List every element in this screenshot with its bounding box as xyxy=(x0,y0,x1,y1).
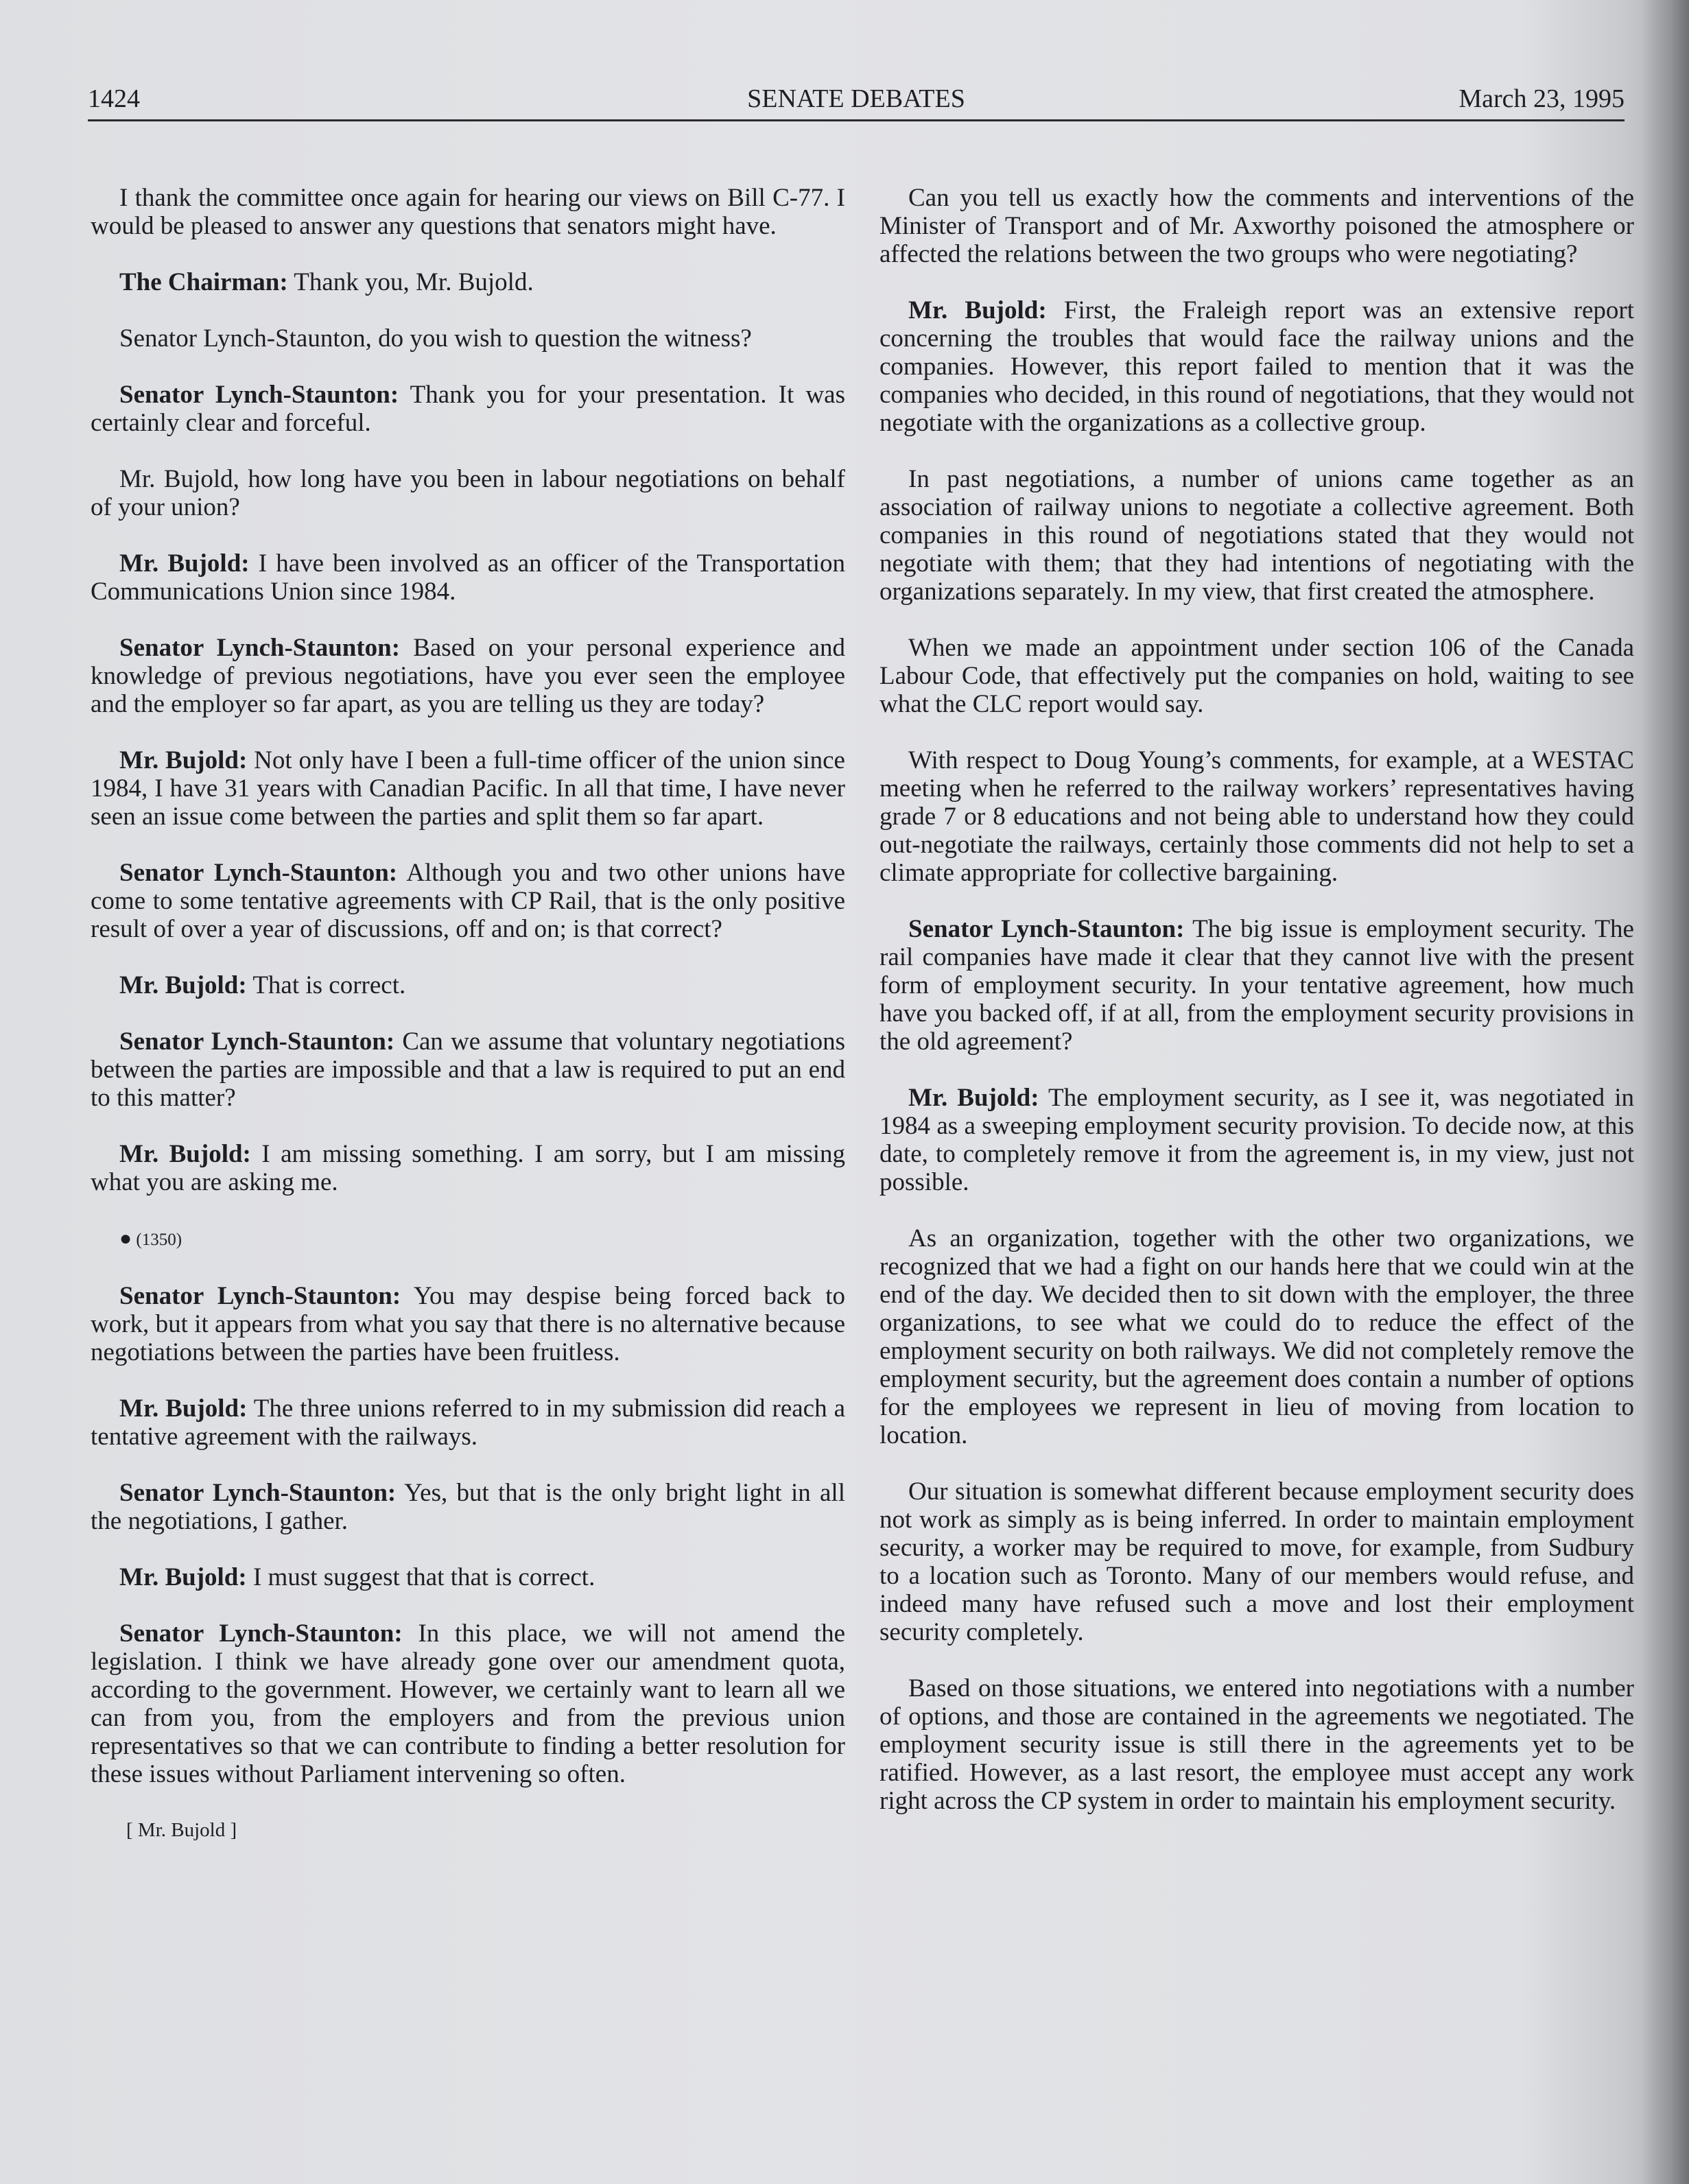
paragraph xyxy=(91,1282,845,1366)
paragraph xyxy=(91,634,845,718)
paragraph-text: Senator Lynch-Staunton, do you wish to question the witness? xyxy=(119,324,752,353)
time-marker-text: (1350) xyxy=(136,1231,182,1249)
paragraph-text: In this place, we will not amend the legislation. I think we have already gone over our amendment quota, according to the government. However, we certainly want to learn all we can from you, from the employers and from the previous union representatives so that we can contribute to finding a better resolution for these issues without Parliament intervening so often. xyxy=(91,1619,846,1788)
paragraph xyxy=(879,1084,1634,1196)
paragraph xyxy=(91,465,845,521)
right-column xyxy=(879,184,1634,1843)
paragraph-text: Yes, but that is the only bright light in all the negotiations, I gather. xyxy=(91,1479,845,1535)
paragraph-text: I must suggest that that is correct. xyxy=(252,1563,595,1591)
paragraph xyxy=(91,1563,845,1591)
paragraph-text: I have been involved as an officer of the Transportation Communications Union since 1984. xyxy=(91,549,845,606)
paragraph-text: Based on your personal experience and knowledge of previous negotiations, have you ever seen the employee and the employer so far apart, as you are telling us they are today? xyxy=(91,634,845,718)
paragraph-text: Not only have I been a full-time officer of the union since 1984, I have 31 years with Canadian Pacific. In all that time, I have never seen an issue come between the parties and split them so far apart. xyxy=(91,746,845,831)
speaker-name: Mr. Bujold: xyxy=(119,971,247,999)
paragraph-text: The three unions referred to in my submission did reach a tentative agreement with the railways. xyxy=(91,1394,845,1451)
paragraph-text: As an organization, together with the other two organizations, we recognized that we had a fight on our hands here that we could win at the end of the day. We decided then to sit down with the employer, the three organizations, to see what we could do to reduce the effect of the employment security on both railways. We did not completely remove the employment security, but the agreement does contain a number of options for the employees we represent in lieu of moving from location to location. xyxy=(879,1224,1634,1449)
speaker-name: Mr. Bujold: xyxy=(119,549,250,578)
paragraph xyxy=(879,296,1634,437)
paragraph-text: Based on those situations, we entered into negotiations with a number of options, and those are contained in the agreements we negotiated. The employment security issue is still there in the agreements yet to be ratified. However, as a last resort, the employee must accept any work right across the CP system in order to maintain his employment security. xyxy=(879,1674,1634,1815)
paragraph-text: You may despise being forced back to work, but it appears from what you say that there is no alternative because negotiations between the parties have been fruitless. xyxy=(91,1282,845,1366)
paragraph-text: In past negotiations, a number of unions came together as an association of railway unions to negotiate a collective agreement. Both companies in this round of negotiations stated that they would not negotiate with them; that they had intentions of negotiating with the organizations separately. In my view, that first created the atmosphere. xyxy=(879,465,1634,606)
paragraph-text: The employment security, as I see it, was negotiated in 1984 as a sweeping employment security provision. To decide now, at this date, to completely remove it from the agreement is, in my view, just not possible. xyxy=(879,1084,1634,1196)
paragraph xyxy=(91,549,845,606)
paragraph xyxy=(91,1140,845,1196)
paragraph xyxy=(879,746,1634,887)
running-title: SENATE DEBATES xyxy=(747,84,965,113)
paragraph-text: Can you tell us exactly how the comments and interventions of the Minister of Transport and of Mr. Axworthy poisoned the atmosphere or affected the relations between the two groups who were negotiating? xyxy=(879,184,1634,268)
paragraph-text: First, the Fraleigh report was an extensive report concerning the troubles that would face the railway unions and the companies. However, this report failed to mention that it was the companies who decided, in this round of negotiations, that they would not negotiate with the organizations as a collective group. xyxy=(879,296,1634,437)
left-column-paragraphs-b xyxy=(91,1282,845,1788)
page-header xyxy=(88,81,1625,121)
paragraph xyxy=(91,1028,845,1112)
speaker-name: Mr. Bujold: xyxy=(119,1140,251,1168)
paragraph-text: The big issue is employment security. The rail companies have made it clear that they cannot live with the present form of employment security. In your tentative agreement, how much have you backed off, if at all, from the employment security provisions in the old agreement? xyxy=(879,915,1634,1056)
left-column-paragraphs-a xyxy=(91,184,845,1196)
paragraph-text: Thank you, Mr. Bujold. xyxy=(294,268,534,296)
speaker-name: Senator Lynch-Staunton: xyxy=(119,1282,401,1310)
speaker-note: [ Mr. Bujold ] xyxy=(126,1819,237,1841)
paragraph xyxy=(91,971,845,999)
speaker-name: Senator Lynch-Staunton: xyxy=(119,381,399,409)
right-column-paragraphs xyxy=(879,184,1634,1815)
speaker-name: Senator Lynch-Staunton: xyxy=(119,1028,395,1056)
paragraph-text: Can we assume that voluntary negotiations between the parties are impossible and that a law is required to put an end to this matter? xyxy=(91,1028,845,1112)
speaker-name: The Chairman: xyxy=(119,268,288,296)
paragraph-text: That is correct. xyxy=(252,971,406,999)
speaker-name: Senator Lynch-Staunton: xyxy=(119,634,401,662)
paragraph xyxy=(879,1674,1634,1815)
paragraph-text: Mr. Bujold, how long have you been in labour negotiations on behalf of your union? xyxy=(91,465,845,521)
paragraph xyxy=(91,268,845,296)
speaker-name: Mr. Bujold: xyxy=(119,1394,248,1423)
paragraph-text: I thank the committee once again for hearing our views on Bill C-77. I would be pleased to answer any questions that senators might have. xyxy=(91,184,845,240)
paragraph xyxy=(879,1477,1634,1646)
book-spine-shadow xyxy=(1641,0,1689,2184)
paragraph-text: With respect to Doug Young’s comments, for example, at a WESTAC meeting when he referred to the railway workers’ representatives having grade 7 or 8 educations and not being able to understand how they could out-negotiate the railways, certainly those comments did not help to set a climate appropriate for collective bargaining. xyxy=(879,746,1634,887)
left-column xyxy=(91,184,845,1844)
paragraph-text: Thank you for your presentation. It was certainly clear and forceful. xyxy=(91,381,845,437)
paragraph-text: I am missing something. I am sorry, but I am missing what you are asking me. xyxy=(91,1140,845,1196)
speaker-name: Senator Lynch-Staunton: xyxy=(119,1619,403,1648)
paragraph xyxy=(91,184,845,240)
paragraph xyxy=(91,381,845,437)
paragraph xyxy=(879,915,1634,1056)
paragraph-text: Although you and two other unions have come to some tentative agreements with CP Rail, that is the only positive result of over a year of discussions, off and on; is that correct? xyxy=(91,859,845,943)
page-date: March 23, 1995 xyxy=(1458,84,1625,113)
bullet-icon: ● xyxy=(119,1227,132,1250)
paragraph xyxy=(879,1224,1634,1449)
paragraph xyxy=(91,1479,845,1535)
speaker-name: Mr. Bujold: xyxy=(908,1084,1039,1112)
paragraph xyxy=(879,634,1634,718)
speaker-name: Mr. Bujold: xyxy=(908,296,1047,324)
speaker-name: Senator Lynch-Staunton: xyxy=(908,915,1185,943)
speaker-name: Mr. Bujold: xyxy=(119,1563,247,1591)
speaker-name: Senator Lynch-Staunton: xyxy=(119,1479,397,1507)
paragraph xyxy=(879,184,1634,268)
paragraph xyxy=(91,746,845,831)
page-number: 1424 xyxy=(88,84,140,113)
paragraph xyxy=(91,324,845,353)
paragraph xyxy=(879,465,1634,606)
paragraph xyxy=(91,1619,845,1788)
paragraph-text: When we made an appointment under section 106 of the Canada Labour Code, that effectively put the companies on hold, waiting to see what the CLC report would say. xyxy=(879,634,1634,718)
time-marker xyxy=(91,1224,845,1254)
paragraph xyxy=(91,1394,845,1451)
speaker-name: Mr. Bujold: xyxy=(119,746,248,774)
paragraph-text: Our situation is somewhat different because employment security does not work as simply as is being inferred. In order to maintain employment security, a worker may be required to move, for example, from Sudbury to a location such as Toronto. Many of our members would refuse, and indeed many have refused such a move and lost their employment security completely. xyxy=(879,1477,1634,1646)
speaker-name: Senator Lynch-Staunton: xyxy=(119,859,398,887)
paragraph xyxy=(91,859,845,943)
